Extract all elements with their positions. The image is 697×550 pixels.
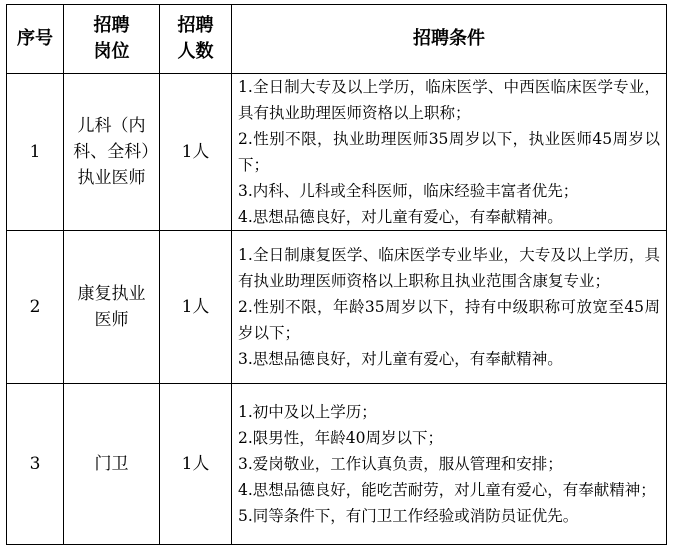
row-count: 1人: [160, 384, 232, 545]
condition-item: 4.思想品德良好，能吃苦耐劳，对儿童有爱心，有奉献精神；: [238, 481, 656, 499]
condition-item: 1.全日制大专及以上学历，临床医学、中西医临床医学专业，具有执业助理医师资格以上职称；: [238, 78, 660, 122]
table-header-row: [7, 5, 667, 74]
row-conditions: [232, 384, 667, 545]
condition-item: 3.爱岗敬业，工作认真负责，服从管理和安排；: [238, 455, 563, 473]
condition-item: 5.同等条件下，有门卫工作经验或消防员证优先。: [238, 507, 579, 525]
row-no: 3: [7, 384, 64, 545]
table-row: [7, 384, 667, 545]
position-label: 儿科（内科、全科）执业医师: [73, 116, 150, 188]
condition-item: 4.思想品德良好，对儿童有爱心，有奉献精神。: [238, 208, 563, 226]
condition-item: 3.内科、儿科或全科医师，临床经验丰富者优先；: [238, 182, 579, 200]
table-row: [7, 231, 667, 384]
position-label: 康复执业医师: [77, 284, 146, 330]
row-no: 1: [7, 74, 64, 231]
row-conditions: [232, 74, 667, 231]
position-label: 门卫: [94, 454, 129, 474]
condition-item: 2.性别不限，年龄35周岁以下，持有中级职称可放宽至45周岁以下；: [238, 298, 660, 342]
header-count-label: 招聘人数: [177, 15, 214, 62]
condition-item: 2.性别不限，执业助理医师35周岁以下，执业医师45周岁以下；: [238, 130, 660, 174]
header-conditions: 招聘条件: [232, 5, 667, 74]
row-no: 2: [7, 231, 64, 384]
header-position: [64, 5, 160, 74]
recruitment-table: [6, 4, 667, 545]
row-conditions: [232, 231, 667, 384]
header-position-label: 招聘岗位: [93, 15, 130, 62]
table-row: [7, 74, 667, 231]
row-count: 1人: [160, 74, 232, 231]
row-position: [64, 74, 160, 231]
condition-item: 1.初中及以上学历；: [238, 403, 377, 421]
condition-item: 1.全日制康复医学、临床医学专业毕业，大专及以上学历，具有执业助理医师资格以上职称且执业范围含康复专业；: [238, 246, 660, 290]
row-count: 1人: [160, 231, 232, 384]
row-position: [64, 231, 160, 384]
header-count: [160, 5, 232, 74]
condition-item: 3.思想品德良好，对儿童有爱心，有奉献精神。: [238, 350, 563, 368]
header-no: 序号: [7, 5, 64, 74]
row-position: [64, 384, 160, 545]
condition-item: 2.限男性，年龄40周岁以下；: [238, 429, 444, 447]
